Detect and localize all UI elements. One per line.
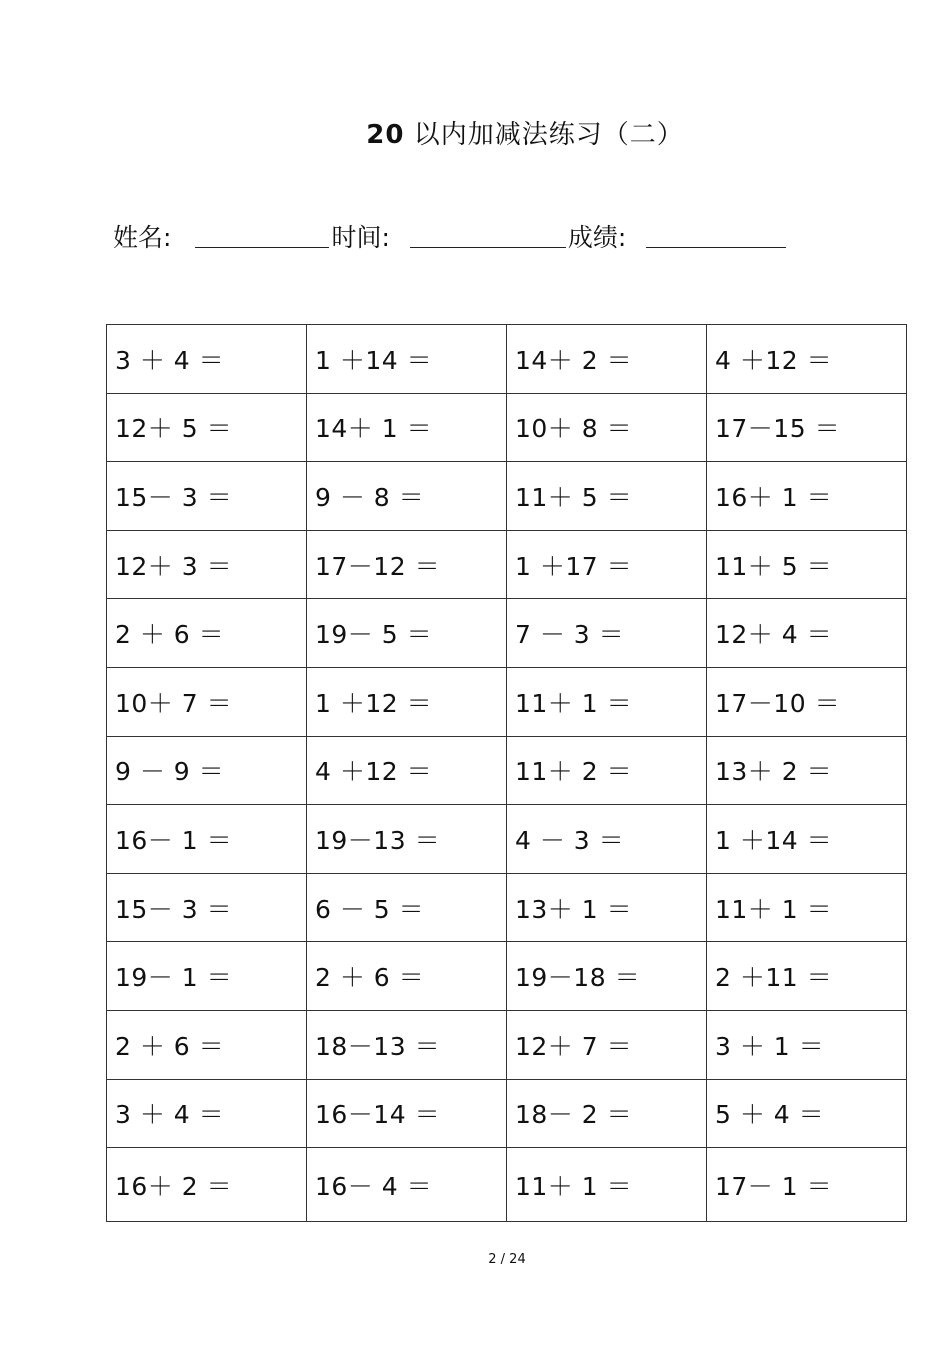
problem-cell[interactable]: 18－ 2 ＝: [507, 1079, 707, 1148]
time-label: 时间:: [331, 223, 390, 252]
problem-cell[interactable]: 16－14 ＝: [307, 1079, 507, 1148]
problem-cell[interactable]: 13＋ 1 ＝: [507, 873, 707, 942]
score-label: 成绩:: [567, 223, 627, 252]
problem-cell[interactable]: 19－18 ＝: [507, 942, 707, 1011]
problem-cell[interactable]: 17－ 1 ＝: [707, 1148, 907, 1222]
problem-cell[interactable]: 18－13 ＝: [307, 1010, 507, 1079]
problem-cell[interactable]: 1 ＋14 ＝: [307, 325, 507, 394]
problem-row: [107, 1079, 907, 1148]
problem-cell[interactable]: 10＋ 7 ＝: [107, 667, 307, 736]
problem-cell[interactable]: 7 － 3 ＝: [507, 599, 707, 668]
problem-cell[interactable]: 2 ＋11 ＝: [707, 942, 907, 1011]
page-number: 2 / 24: [488, 1252, 526, 1267]
problem-cell[interactable]: 17－10 ＝: [707, 667, 907, 736]
problem-row: [107, 393, 907, 462]
problem-cell[interactable]: 16－ 4 ＝: [307, 1148, 507, 1222]
problem-cell[interactable]: 16＋ 1 ＝: [707, 462, 907, 531]
problem-row: [107, 736, 907, 805]
problem-cell[interactable]: 4 ＋12 ＝: [707, 325, 907, 394]
problem-row: [107, 873, 907, 942]
problem-grid: [106, 324, 907, 1222]
problem-cell[interactable]: 11＋ 1 ＝: [507, 667, 707, 736]
problem-row: [107, 1148, 907, 1222]
problem-row: [107, 667, 907, 736]
problem-row: [107, 942, 907, 1011]
problem-cell[interactable]: 3 ＋ 4 ＝: [107, 1079, 307, 1148]
problem-cell[interactable]: 15－ 3 ＝: [107, 462, 307, 531]
problem-cell[interactable]: 11＋ 2 ＝: [507, 736, 707, 805]
problem-row: [107, 325, 907, 394]
problem-cell[interactable]: 9 － 8 ＝: [307, 462, 507, 531]
problem-cell[interactable]: 10＋ 8 ＝: [507, 393, 707, 462]
problem-cell[interactable]: 1 ＋17 ＝: [507, 530, 707, 599]
worksheet-title: [0, 114, 950, 151]
problem-cell[interactable]: 5 ＋ 4 ＝: [707, 1079, 907, 1148]
problem-cell[interactable]: 14＋ 2 ＝: [507, 325, 707, 394]
problem-cell[interactable]: 11＋ 5 ＝: [707, 530, 907, 599]
score-blank[interactable]: [646, 221, 786, 248]
problem-row: [107, 599, 907, 668]
problem-row: [107, 462, 907, 531]
problem-cell[interactable]: 2 ＋ 6 ＝: [307, 942, 507, 1011]
problem-cell[interactable]: 2 ＋ 6 ＝: [107, 1010, 307, 1079]
student-info-fields: [113, 218, 788, 254]
problem-row: [107, 530, 907, 599]
problem-cell[interactable]: 3 ＋ 4 ＝: [107, 325, 307, 394]
problem-cell[interactable]: 19－13 ＝: [307, 805, 507, 874]
problem-row: [107, 805, 907, 874]
problem-cell[interactable]: 15－ 3 ＝: [107, 873, 307, 942]
problem-cell[interactable]: 11＋ 1 ＝: [707, 873, 907, 942]
time-blank[interactable]: [410, 221, 566, 248]
problem-cell[interactable]: 16＋ 2 ＝: [107, 1148, 307, 1222]
problem-cell[interactable]: 11＋ 1 ＝: [507, 1148, 707, 1222]
problem-cell[interactable]: 13＋ 2 ＝: [707, 736, 907, 805]
problem-cell[interactable]: 16－ 1 ＝: [107, 805, 307, 874]
problem-cell[interactable]: 3 ＋ 1 ＝: [707, 1010, 907, 1079]
problem-cell[interactable]: 12＋ 4 ＝: [707, 599, 907, 668]
problem-cell[interactable]: 12＋ 5 ＝: [107, 393, 307, 462]
problem-cell[interactable]: 2 ＋ 6 ＝: [107, 599, 307, 668]
name-label: 姓名:: [113, 223, 172, 252]
problem-cell[interactable]: 12＋ 7 ＝: [507, 1010, 707, 1079]
problem-cell[interactable]: 9 － 9 ＝: [107, 736, 307, 805]
problem-cell[interactable]: 4 － 3 ＝: [507, 805, 707, 874]
problem-cell[interactable]: 19－ 1 ＝: [107, 942, 307, 1011]
problem-cell[interactable]: 17－15 ＝: [707, 393, 907, 462]
problem-cell[interactable]: 6 － 5 ＝: [307, 873, 507, 942]
problem-cell[interactable]: 19－ 5 ＝: [307, 599, 507, 668]
name-blank[interactable]: [195, 221, 329, 248]
problem-cell[interactable]: 1 ＋14 ＝: [707, 805, 907, 874]
title-number: 20: [366, 120, 405, 150]
problem-cell[interactable]: 17－12 ＝: [307, 530, 507, 599]
problem-cell[interactable]: 4 ＋12 ＝: [307, 736, 507, 805]
problem-row: [107, 1010, 907, 1079]
problem-cell[interactable]: 12＋ 3 ＝: [107, 530, 307, 599]
problem-cell[interactable]: 1 ＋12 ＝: [307, 667, 507, 736]
problem-cell[interactable]: 11＋ 5 ＝: [507, 462, 707, 531]
problem-cell[interactable]: 14＋ 1 ＝: [307, 393, 507, 462]
title-text: 以内加减法练习（二）: [413, 120, 684, 150]
